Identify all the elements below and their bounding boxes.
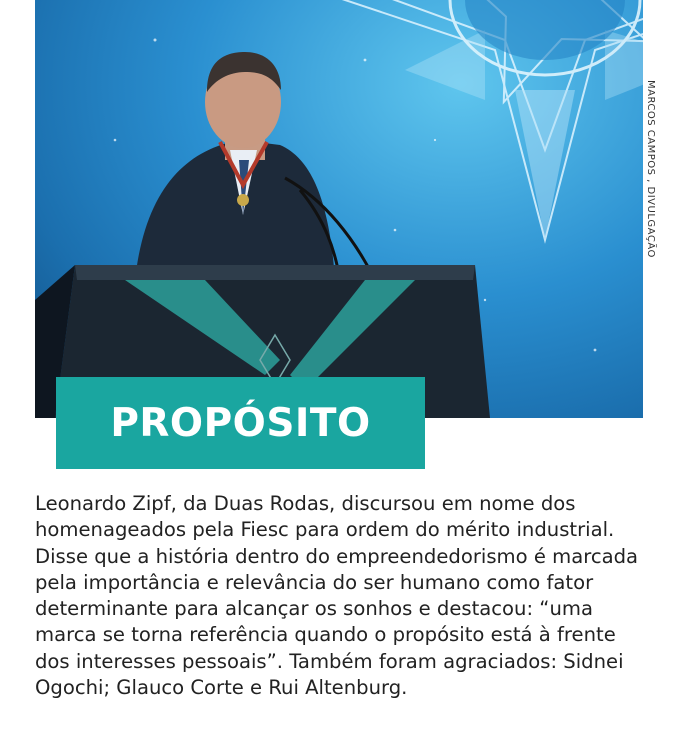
photo-illustration bbox=[35, 0, 643, 418]
speaker-figure bbox=[135, 52, 335, 280]
section-tag-label: PROPÓSITO bbox=[110, 400, 371, 446]
section-tag bbox=[56, 377, 425, 469]
article-body: Leonardo Zipf, da Duas Rodas, discursou em nome dos homenageados pela Fiesc para ordem do mérito industrial. Disse que a história dentro do empreendedorismo é marcada pela importância e relevância do ser humano como fator determinante para alcançar os sonhos e destacou: “uma marca se torna referência quando o propósito está à frente dos interesses pessoais”. Também foram agraciados: Sidnei Ogochi; Glauco Corte e Rui Altenburg. bbox=[35, 492, 639, 700]
speaker-photo bbox=[35, 0, 643, 418]
photo-credit: MARCOS CAMPOS , DIVULGAÇÃO bbox=[645, 80, 656, 258]
emblem-icon bbox=[345, 0, 643, 240]
